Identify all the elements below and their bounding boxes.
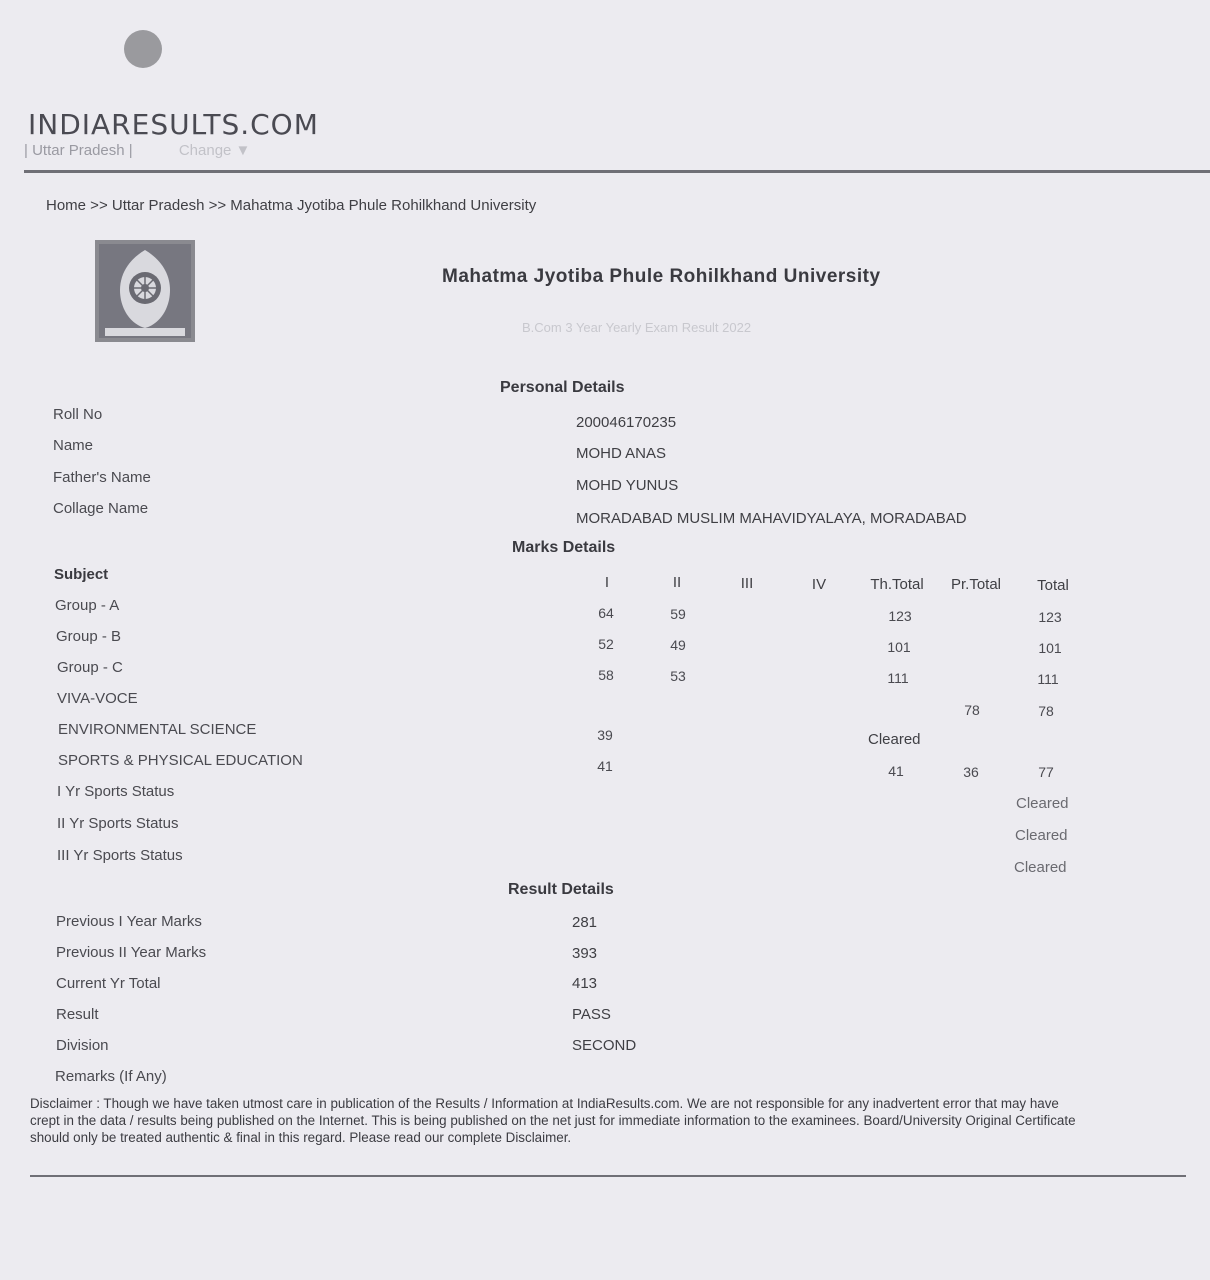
mark-th-total: 111	[887, 670, 909, 686]
result-value: PASS	[572, 1006, 611, 1023]
marks-details-heading: Marks Details	[512, 539, 616, 556]
mark-th-total: 41	[888, 763, 904, 779]
father-name-label: Father's Name	[53, 469, 151, 486]
father-name-value: MOHD YUNUS	[576, 477, 679, 494]
col-header-ii: II	[672, 574, 682, 591]
mark-th-total: Cleared	[868, 731, 921, 748]
mark-total: 111	[1037, 671, 1059, 687]
mark-th-total: 101	[887, 639, 911, 655]
current-year-total-value: 413	[572, 975, 598, 992]
mark-total: 78	[1038, 703, 1054, 719]
university-crest-icon	[95, 240, 195, 342]
mark-ii: 59	[670, 606, 686, 622]
breadcrumb[interactable]: Home >> Uttar Pradesh >> Mahatma Jyotiba Phule Rohilkhand University	[46, 197, 537, 214]
col-header-pr-total: Pr.Total	[950, 576, 1002, 593]
col-header-th-total: Th.Total	[870, 576, 924, 593]
subject-name: II Yr Sports Status	[57, 815, 179, 832]
mark-total: 77	[1038, 764, 1054, 780]
state-label: | Uttar Pradesh |	[24, 142, 133, 159]
disclaimer-text: Disclaimer : Though we have taken utmost care in publication of the Results / Information at IndiaResults.com. We are not responsible for any inadvertent error that may have crept in the data / results being published on the Internet. This is being published on the net just for immediate information to the examinees. Board/University Original Certificate should only be treated authentic & final in this regard. Please read our complete Disclaimer.	[30, 1096, 1076, 1145]
footer-divider	[30, 1175, 1186, 1177]
result-details-heading: Result Details	[508, 881, 614, 898]
university-name: Mahatma Jyotiba Phule Rohilkhand University	[442, 266, 881, 287]
roll-no-value: 200046170235	[576, 414, 677, 431]
mark-total: 123	[1038, 609, 1062, 625]
mark-i: 64	[598, 605, 614, 621]
college-name-label: Collage Name	[53, 500, 149, 517]
mark-pr-total: 36	[963, 764, 979, 780]
mark-total: Cleared	[1014, 859, 1067, 876]
prev-year-2-label: Previous II Year Marks	[56, 944, 207, 961]
personal-details-heading: Personal Details	[500, 379, 625, 396]
subject-name: SPORTS & PHYSICAL EDUCATION	[58, 752, 303, 769]
mark-i: 52	[598, 636, 614, 652]
subject-name: I Yr Sports Status	[57, 783, 175, 800]
subject-name: III Yr Sports Status	[57, 847, 183, 864]
college-name-value: MORADABAD MUSLIM MAHAVIDYALAYA, MORADABAD	[576, 510, 967, 527]
mark-total: Cleared	[1015, 827, 1068, 844]
prev-year-1-value: 281	[572, 914, 598, 931]
mark-ii: 53	[670, 668, 686, 684]
state-selector[interactable]	[24, 142, 250, 159]
mark-i: 58	[598, 667, 614, 683]
mark-i: 41	[597, 758, 613, 774]
site-logo[interactable]: INDIARESULTS.COM	[28, 108, 319, 141]
col-header-iii: III	[740, 575, 754, 592]
mark-i: 39	[597, 727, 613, 743]
mark-total: Cleared	[1016, 795, 1069, 812]
subject-column-header: Subject	[54, 566, 109, 583]
subject-name: ENVIRONMENTAL SCIENCE	[58, 721, 257, 738]
col-header-i: I	[604, 574, 610, 591]
name-label: Name	[53, 437, 94, 454]
subject-name: VIVA-VOCE	[57, 690, 138, 707]
prev-year-2-value: 393	[572, 945, 598, 962]
prev-year-1-label: Previous I Year Marks	[56, 913, 202, 930]
name-value: MOHD ANAS	[576, 445, 667, 462]
division-value: SECOND	[572, 1037, 637, 1054]
current-year-total-label: Current Yr Total	[56, 975, 161, 992]
mark-total: 101	[1038, 640, 1062, 656]
roll-no-label: Roll No	[53, 406, 103, 423]
result-label: Result	[56, 1006, 99, 1023]
subject-name: Group - C	[57, 659, 123, 676]
col-header-iv: IV	[811, 576, 827, 593]
subject-name: Group - A	[55, 597, 120, 614]
mark-ii: 49	[670, 637, 686, 653]
col-header-total: Total	[1037, 577, 1069, 594]
mark-th-total: 123	[888, 608, 912, 624]
exam-title: B.Com 3 Year Yearly Exam Result 2022	[522, 320, 752, 335]
change-state-link[interactable]: Change ▼	[178, 142, 251, 159]
mark-pr-total: 78	[964, 702, 980, 718]
division-label: Division	[56, 1037, 109, 1054]
header-divider	[24, 170, 1210, 173]
remarks-label: Remarks (If Any)	[55, 1068, 167, 1085]
paper-mark	[124, 30, 162, 68]
subject-name: Group - B	[56, 628, 122, 645]
